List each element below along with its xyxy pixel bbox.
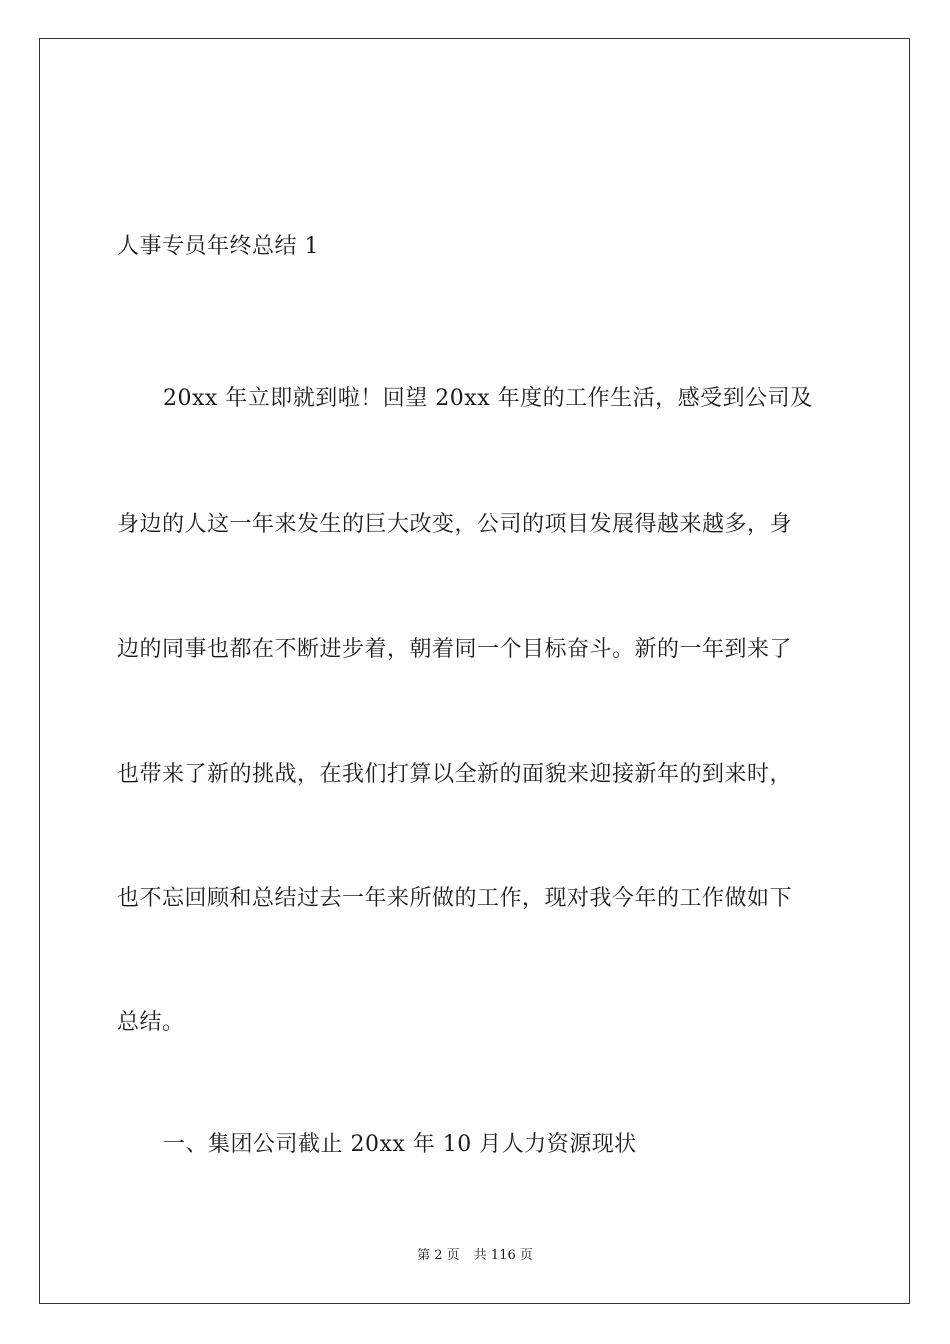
paragraph-line-2: 身边的人这一年来发生的巨大改变，公司的项目发展得越来越多，身 [117,512,793,537]
page-border [39,38,910,1304]
page-total: 共 116 页 [473,1248,533,1263]
page-footer [0,1247,950,1265]
paragraph-line-3: 边的同事也都在不断进步着，朝着同一个目标奋斗。新的一年到来了 [117,637,793,662]
section-heading: 一、集团公司截止 20xx 年 10 月人力资源现状 [163,1132,637,1157]
page-current: 第 2 页 [417,1248,460,1263]
paragraph-line-4: 也带来了新的挑战，在我们打算以全新的面貌来迎接新年的到来时， [117,762,793,787]
paragraph-line-5: 也不忘回顾和总结过去一年来所做的工作，现对我今年的工作做如下 [117,886,793,911]
document-title: 人事专员年终总结 1 [117,234,319,259]
paragraph-line-1: 20xx 年立即就到啦！回望 20xx 年度的工作生活，感受到公司及 [163,386,813,411]
paragraph-line-6: 总结。 [117,1010,185,1035]
